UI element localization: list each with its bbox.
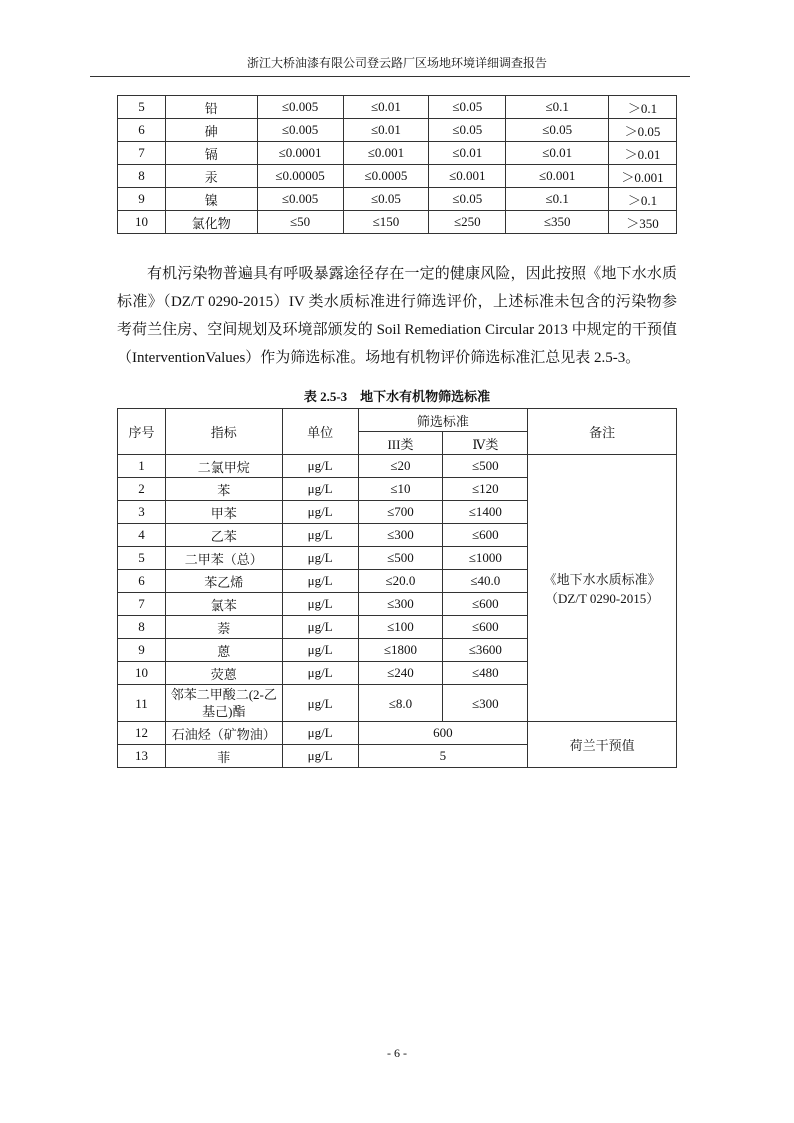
table-cell: 7 (118, 593, 166, 616)
table-cell: 氯苯 (165, 593, 282, 616)
table-cell: ＞0.05 (609, 119, 677, 142)
table-cell: ≤100 (358, 616, 443, 639)
table-cell: 2 (118, 478, 166, 501)
table-cell: 4 (118, 524, 166, 547)
table-cell: ≤300 (358, 593, 443, 616)
table-row (118, 165, 677, 188)
table-cell: ≤0.05 (429, 119, 506, 142)
table-cell: 9 (118, 188, 166, 211)
header-class3: III类 (358, 432, 443, 455)
header-indicator: 指标 (165, 409, 282, 455)
table-cell: ≤300 (358, 524, 443, 547)
table-cell: ≤3600 (443, 639, 528, 662)
table-cell: 镉 (165, 142, 257, 165)
table-cell: ≤500 (443, 455, 528, 478)
table-cell: 二氯甲烷 (165, 455, 282, 478)
table-cell: 10 (118, 662, 166, 685)
table-cell: ≤0.01 (343, 96, 429, 119)
header-remark: 备注 (528, 409, 677, 455)
table-cell: 1 (118, 455, 166, 478)
table-cell: 邻苯二甲酸二(2-乙基己)酯 (165, 685, 282, 722)
table-cell: 11 (118, 685, 166, 722)
table-cell: 《地下水水质标准》（DZ/T 0290-2015） (528, 455, 677, 722)
table-cell: ≤8.0 (358, 685, 443, 722)
table-cell: ≤240 (358, 662, 443, 685)
table-cell: 3 (118, 501, 166, 524)
table-cell: 蒽 (165, 639, 282, 662)
table-cell: ＞0.001 (609, 165, 677, 188)
table-cell: ≤0.005 (257, 96, 343, 119)
table-cell: ≤600 (443, 616, 528, 639)
table-cell: μg/L (282, 570, 358, 593)
table-cell: 6 (118, 119, 166, 142)
page-header: 浙江大桥油漆有限公司登云路厂区场地环境详细调查报告 (246, 56, 547, 70)
table-cell: 汞 (165, 165, 257, 188)
table-cell: ≤0.01 (506, 142, 609, 165)
table-cell: 苯乙烯 (165, 570, 282, 593)
table-cell: ≤0.001 (506, 165, 609, 188)
table-cell: ≤0.1 (506, 96, 609, 119)
table-cell: 菲 (165, 745, 282, 768)
header-criteria: 筛选标准 (358, 409, 528, 432)
table-cell: 600 (358, 722, 528, 745)
inorganic-standards-table (117, 95, 677, 234)
table-cell: ≤0.1 (506, 188, 609, 211)
table-cell: 9 (118, 639, 166, 662)
table-row (118, 188, 677, 211)
header-unit: 单位 (282, 409, 358, 455)
table-cell: ≤10 (358, 478, 443, 501)
table-cell: 7 (118, 142, 166, 165)
table-cell: ≤350 (506, 211, 609, 234)
table-row (118, 119, 677, 142)
table-cell: ≤0.05 (506, 119, 609, 142)
header-no: 序号 (118, 409, 166, 455)
table-cell: 荧蒽 (165, 662, 282, 685)
table-cell: ≤0.0001 (257, 142, 343, 165)
table-cell: ≤700 (358, 501, 443, 524)
table-cell: ≤0.001 (429, 165, 506, 188)
table-cell: ≤500 (358, 547, 443, 570)
table-cell: ≤0.0005 (343, 165, 429, 188)
table-cell: ＞0.1 (609, 96, 677, 119)
table-cell: ≤150 (343, 211, 429, 234)
table-cell: 铅 (165, 96, 257, 119)
table-row (118, 142, 677, 165)
table-cell: 荷兰干预值 (528, 722, 677, 768)
table-cell: 12 (118, 722, 166, 745)
table-cell: ≤0.005 (257, 188, 343, 211)
table-cell: 乙苯 (165, 524, 282, 547)
table-cell: μg/L (282, 722, 358, 745)
table-cell: ≤600 (443, 524, 528, 547)
header-divider (90, 76, 690, 77)
table-cell: ≤480 (443, 662, 528, 685)
table-cell: 氯化物 (165, 211, 257, 234)
table-cell: μg/L (282, 685, 358, 722)
table-cell: ＞0.01 (609, 142, 677, 165)
table-cell: 萘 (165, 616, 282, 639)
table-cell: 13 (118, 745, 166, 768)
table-cell: ≤0.01 (343, 119, 429, 142)
table-cell: μg/L (282, 524, 358, 547)
table-cell: 镍 (165, 188, 257, 211)
table-cell: 5 (118, 547, 166, 570)
table-cell: ＞0.1 (609, 188, 677, 211)
table-cell: 10 (118, 211, 166, 234)
table-cell: ≤250 (429, 211, 506, 234)
table-row (118, 96, 677, 119)
table-cell: 5 (358, 745, 528, 768)
body-paragraph: 有机污染物普遍具有呼吸暴露途径存在一定的健康风险，因此按照《地下水水质标准》（DZ/T 0290-2015）IV 类水质标准进行筛选评价，上述标准未包含的污染物参考荷兰住房、空间规划及环境部颁发的 Soil Remediation Circular 2013 中规定的干预值（InterventionValues）作为筛选标准。场地有机物评价筛选标准汇总见表 2.5-3。 (117, 266, 677, 366)
table-cell: ≤20.0 (358, 570, 443, 593)
table-row (118, 722, 677, 745)
table-cell: ≤300 (443, 685, 528, 722)
table-cell: ≤20 (358, 455, 443, 478)
table-cell: ≤50 (257, 211, 343, 234)
table-cell: ≤600 (443, 593, 528, 616)
table-cell: ≤0.05 (343, 188, 429, 211)
table-cell: μg/L (282, 745, 358, 768)
table-cell: μg/L (282, 639, 358, 662)
header-class4: Ⅳ类 (443, 432, 528, 455)
table-cell: μg/L (282, 547, 358, 570)
table-cell: 5 (118, 96, 166, 119)
table-row (118, 211, 677, 234)
table-cell: ≤40.0 (443, 570, 528, 593)
table-row (118, 455, 677, 478)
page-number: - 6 - (387, 1046, 407, 1060)
table-cell: 8 (118, 616, 166, 639)
table-cell: 6 (118, 570, 166, 593)
table-cell: ≤0.00005 (257, 165, 343, 188)
table-caption: 表 2.5-3 地下水有机物筛选标准 (303, 389, 491, 404)
table-cell: ≤120 (443, 478, 528, 501)
table-cell: ≤0.001 (343, 142, 429, 165)
organic-standards-table (117, 408, 677, 768)
table-cell: 砷 (165, 119, 257, 142)
table-cell: 二甲苯（总） (165, 547, 282, 570)
table-cell: μg/L (282, 478, 358, 501)
table-cell: 石油烃（矿物油） (165, 722, 282, 745)
table-cell: ≤0.05 (429, 188, 506, 211)
table-cell: μg/L (282, 616, 358, 639)
table-cell: 8 (118, 165, 166, 188)
table-cell: ＞350 (609, 211, 677, 234)
table-cell: ≤1000 (443, 547, 528, 570)
table-cell: ≤1400 (443, 501, 528, 524)
table-cell: μg/L (282, 455, 358, 478)
table-cell: 苯 (165, 478, 282, 501)
table-cell: ≤0.01 (429, 142, 506, 165)
table-cell: 甲苯 (165, 501, 282, 524)
table-cell: ≤1800 (358, 639, 443, 662)
table-cell: ≤0.005 (257, 119, 343, 142)
table-cell: μg/L (282, 501, 358, 524)
table-cell: μg/L (282, 593, 358, 616)
table-cell: μg/L (282, 662, 358, 685)
table-cell: ≤0.05 (429, 96, 506, 119)
